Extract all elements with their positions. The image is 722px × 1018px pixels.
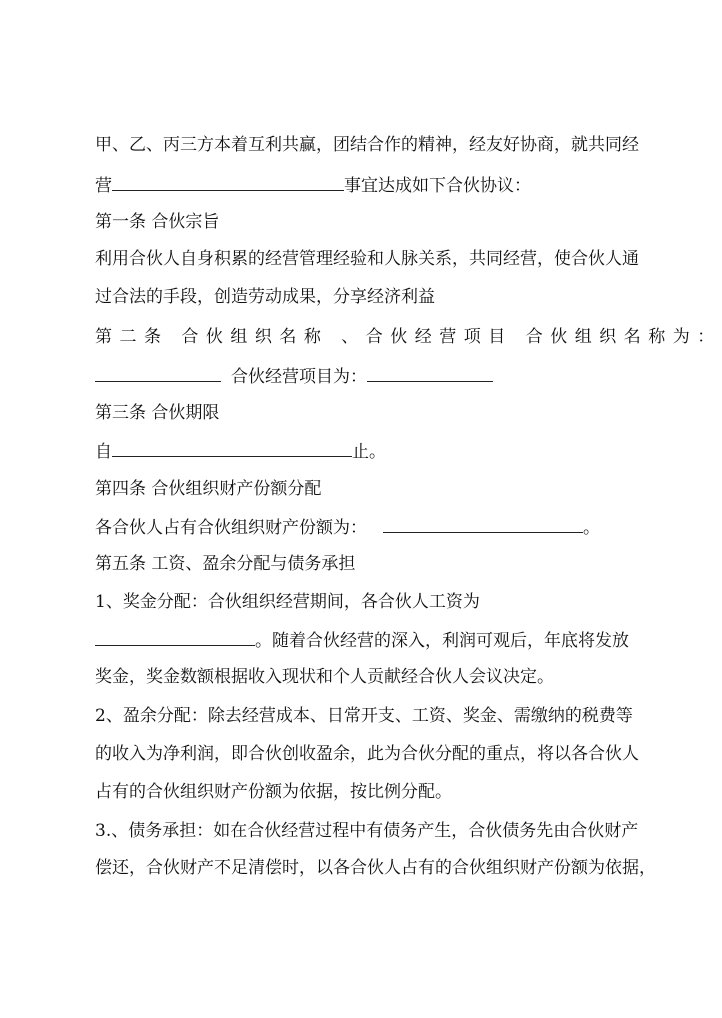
text: 第二条 合伙组织名称 、合伙经营项目 合伙组织名称为： [95,327,722,347]
text: 偿还，合伙财产不足清偿时，以各合伙人占有的合伙组织财产份额为依据， [95,858,656,878]
paragraph-intro-line-2 [95,173,635,197]
clause-1-line-3 [95,666,635,688]
text: 的收入为净利润，即合伙创收盈余，此为合伙分配的重点，将以各合伙人 [95,744,639,764]
text: 事宜达成如下合伙协议： [344,176,531,196]
article-3-body [95,439,635,463]
clause-2-line-2 [95,743,639,765]
text: 占有的合伙组织财产份额为依据，按比例分配。 [95,782,452,802]
text: 合伙经营项目为： [231,367,367,387]
fill-in-blank-share[interactable] [383,515,583,533]
fill-in-blank-term[interactable] [112,439,352,457]
paragraph-intro-line-1 [95,134,639,156]
text: 3.、债务承担：如在合伙经营过程中有债务产生，合伙债务先由合伙财产 [95,821,639,841]
clause-3-line-1 [95,820,639,842]
article-2-heading [95,326,722,348]
clause-1-line-1 [95,591,635,613]
fill-in-blank-business[interactable] [112,173,344,191]
fill-in-blank-org-name[interactable] [95,364,221,382]
text: 第四条 合伙组织财产份额分配 [95,479,322,499]
text: 各合伙人占有合伙组织财产份额为： [95,518,367,538]
text: 第一条 合伙宗旨 [95,212,220,232]
article-2-body [95,364,635,388]
article-4-body [95,515,635,539]
text: 奖金，奖金数额根据收入现状和个人贡献经合伙人会议决定。 [95,667,554,687]
article-3-heading [95,402,635,424]
text: 。 [583,518,600,538]
article-4-heading [95,478,635,500]
fill-in-blank-project[interactable] [367,364,493,382]
text: 第三条 合伙期限 [95,403,220,423]
clause-2-line-3 [95,781,635,803]
article-1-body-line-2 [95,286,635,308]
text: 止。 [352,442,386,462]
article-5-heading [95,553,635,575]
article-1-heading [95,211,635,233]
article-1-body-line-1 [95,248,639,270]
clause-1-line-2 [95,628,635,652]
text: 过合法的手段，创造劳动成果，分享经济利益 [95,287,435,307]
text: 第五条 工资、盈余分配与债务承担 [95,554,356,574]
text: 自 [95,442,112,462]
fill-in-blank-salary[interactable] [95,628,255,646]
clause-2-line-1 [95,705,635,727]
text: 利用合伙人自身积累的经营管理经验和人脉关系，共同经营，使合伙人通 [95,249,639,269]
text: 营 [95,176,112,196]
text: 甲、乙、丙三方本着互利共赢，团结合作的精神，经友好协商，就共同经 [95,135,639,155]
text: 。随着合伙经营的深入，利润可观后，年底将发放 [255,631,629,651]
text: 2、盈余分配：除去经营成本、日常开支、工资、奖金、需缴纳的税费等 [95,706,633,726]
clause-3-line-2 [95,857,656,879]
text: 1、奖金分配：合伙组织经营期间，各合伙人工资为 [95,592,480,612]
